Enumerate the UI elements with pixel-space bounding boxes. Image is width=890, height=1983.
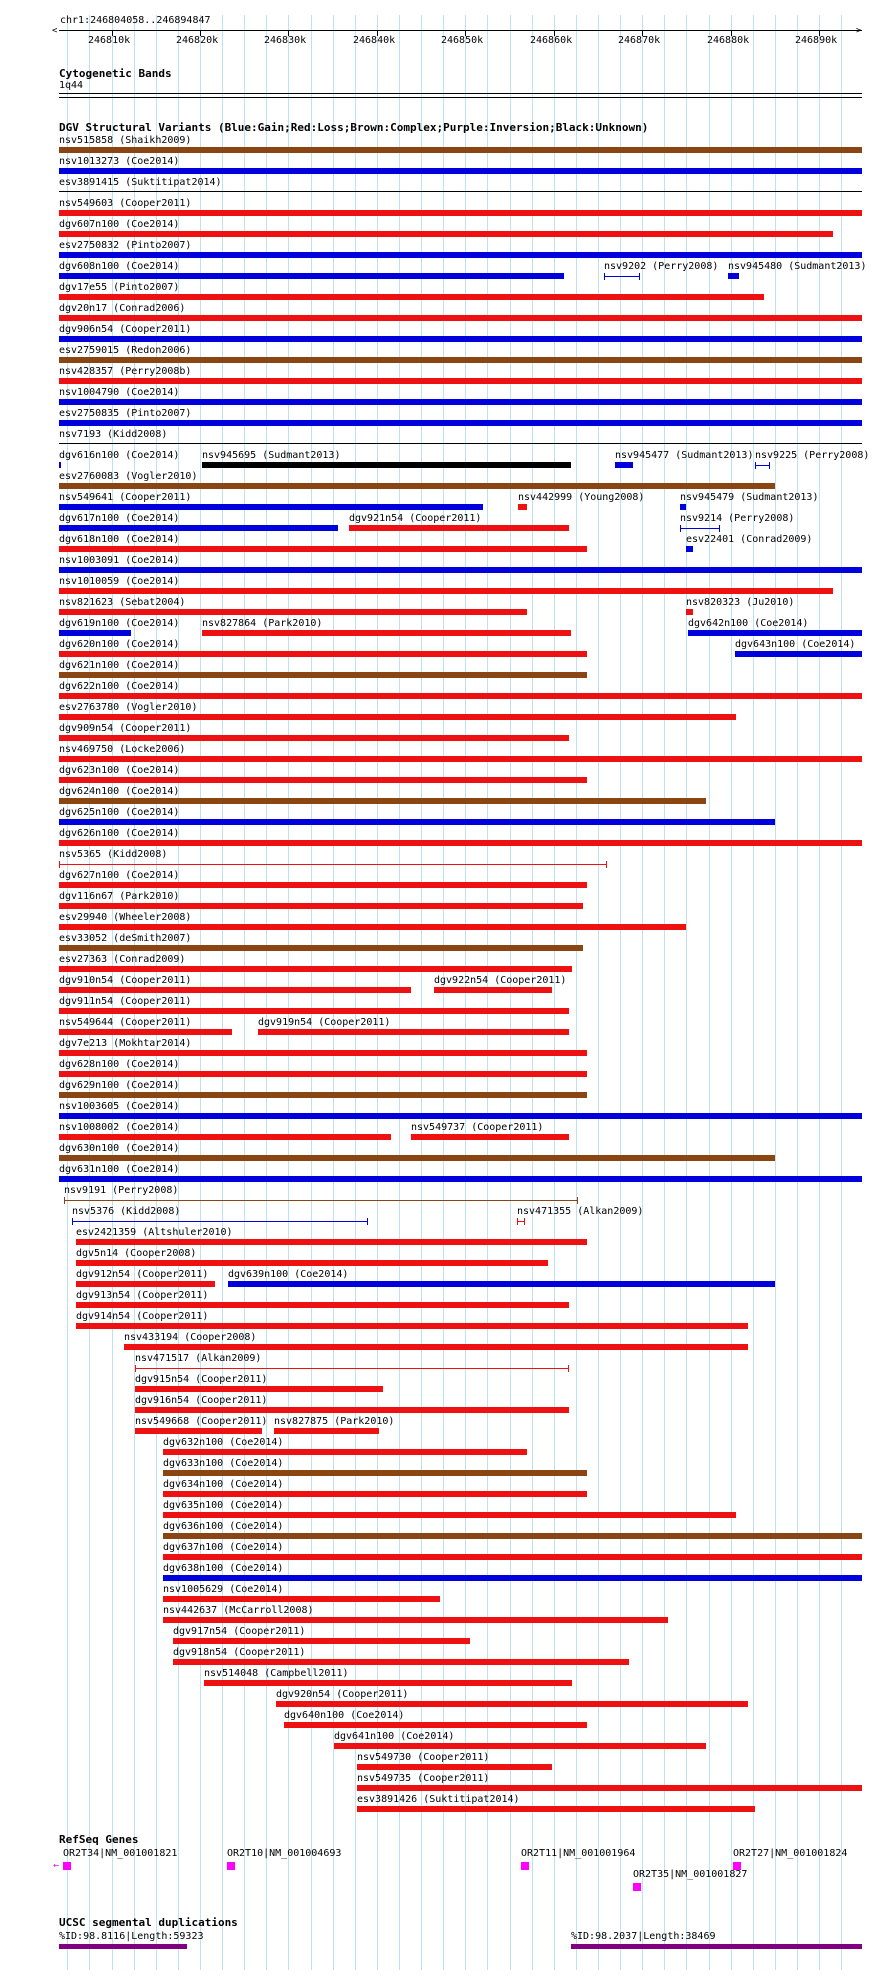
variant-bar[interactable] xyxy=(124,1344,748,1350)
variant-bar[interactable] xyxy=(434,987,552,993)
variant-interval-start xyxy=(680,525,681,532)
variant-bar[interactable] xyxy=(59,1113,862,1119)
ruler-arrow-right-icon: > xyxy=(856,26,862,36)
variant-interval[interactable] xyxy=(72,1221,368,1222)
variant-label[interactable]: esv2763780 (Vogler2010) xyxy=(59,702,198,713)
variant-bar[interactable] xyxy=(76,1260,548,1266)
grid-line xyxy=(664,15,665,1970)
segdup-label[interactable]: %ID:98.2037|Length:38469 xyxy=(571,1931,716,1942)
variant-label[interactable]: esv2421359 (Altshuler2010) xyxy=(76,1227,233,1238)
variant-bar[interactable] xyxy=(76,1323,748,1329)
variant-bar[interactable] xyxy=(59,756,862,762)
variant-label[interactable]: nsv945480 (Sudmant2013) xyxy=(728,261,867,272)
variant-label[interactable]: nsv5365 (Kidd2008) xyxy=(59,849,168,860)
variant-label[interactable]: dgv622n100 (Coe2014) xyxy=(59,681,180,692)
variant-label[interactable]: dgv621n100 (Coe2014) xyxy=(59,660,180,671)
variant-label[interactable]: dgv7e213 (Mokhtar2014) xyxy=(59,1038,192,1049)
variant-interval-end xyxy=(606,861,607,868)
variant-label[interactable]: dgv629n100 (Coe2014) xyxy=(59,1080,180,1091)
variant-bar[interactable] xyxy=(59,315,862,321)
variant-label[interactable]: nsv820323 (Ju2010) xyxy=(686,597,795,608)
variant-label[interactable]: dgv625n100 (Coe2014) xyxy=(59,807,180,818)
variant-label[interactable]: dgv914n54 (Cooper2011) xyxy=(76,1311,209,1322)
variant-label[interactable]: nsv549737 (Cooper2011) xyxy=(411,1122,544,1133)
variant-label[interactable]: nsv1003091 (Coe2014) xyxy=(59,555,180,566)
variant-label[interactable]: dgv635n100 (Coe2014) xyxy=(163,1500,284,1511)
grid-line xyxy=(709,15,710,1970)
ruler-arrow-left-icon: < xyxy=(52,26,58,36)
variant-label[interactable]: dgv916n54 (Cooper2011) xyxy=(135,1395,268,1406)
variant-label[interactable]: esv2760083 (Vogler2010) xyxy=(59,471,198,482)
variant-label[interactable]: nsv442999 (Young2008) xyxy=(518,492,645,503)
grid-line xyxy=(775,15,776,1970)
variant-interval-end xyxy=(568,1365,569,1372)
grid-line xyxy=(841,15,842,1970)
variant-line[interactable] xyxy=(59,191,862,192)
variant-interval-start xyxy=(517,1218,518,1225)
variant-bar[interactable] xyxy=(59,945,583,951)
variant-bar[interactable] xyxy=(76,1239,587,1245)
variant-label[interactable]: dgv628n100 (Coe2014) xyxy=(59,1059,180,1070)
variant-label[interactable]: dgv910n54 (Cooper2011) xyxy=(59,975,192,986)
variant-label[interactable]: nsv442637 (McCarroll2008) xyxy=(163,1605,314,1616)
variant-label[interactable]: nsv9225 (Perry2008) xyxy=(755,450,870,461)
variant-label[interactable]: dgv5n14 (Cooper2008) xyxy=(76,1248,197,1259)
variant-bar[interactable] xyxy=(59,273,564,279)
variant-label[interactable]: nsv945695 (Sudmant2013) xyxy=(202,450,341,461)
variant-label[interactable]: dgv921n54 (Cooper2011) xyxy=(349,513,482,524)
variant-bar[interactable] xyxy=(680,504,686,510)
variant-interval[interactable] xyxy=(680,528,720,529)
variant-bar[interactable] xyxy=(349,525,569,531)
variant-bar[interactable] xyxy=(202,462,571,468)
variant-label[interactable]: dgv920n54 (Cooper2011) xyxy=(276,1689,409,1700)
variant-label[interactable]: dgv912n54 (Cooper2011) xyxy=(76,1269,209,1280)
gene-label[interactable]: OR2T10|NM_001004693 xyxy=(227,1848,342,1859)
variant-bar[interactable] xyxy=(59,966,572,972)
variant-bar[interactable] xyxy=(59,1050,587,1056)
variant-bar[interactable] xyxy=(228,1281,775,1287)
variant-bar[interactable] xyxy=(59,1008,569,1014)
variant-bar[interactable] xyxy=(357,1785,862,1791)
variant-bar[interactable] xyxy=(59,504,483,510)
variant-bar[interactable] xyxy=(518,504,527,510)
variant-label[interactable]: dgv636n100 (Coe2014) xyxy=(163,1521,284,1532)
variant-bar[interactable] xyxy=(59,651,587,657)
variant-bar[interactable] xyxy=(59,336,862,342)
variant-bar[interactable] xyxy=(59,1134,391,1140)
variant-bar[interactable] xyxy=(735,651,862,657)
variant-line[interactable] xyxy=(59,443,862,444)
variant-bar[interactable] xyxy=(59,987,411,993)
segdup-bar[interactable] xyxy=(59,1944,187,1949)
variant-bar[interactable] xyxy=(163,1596,440,1602)
gene-label[interactable]: OR2T34|NM_001001821 xyxy=(63,1848,178,1859)
variant-interval-start xyxy=(64,1197,65,1204)
variant-label[interactable]: esv3891426 (Suktitipat2014) xyxy=(357,1794,520,1805)
variant-bar[interactable] xyxy=(173,1638,470,1644)
variant-bar[interactable] xyxy=(728,273,739,279)
variant-label[interactable]: nsv515858 (Shaikh2009) xyxy=(59,135,192,146)
cytoband-track-title[interactable]: Cytogenetic Bands xyxy=(59,67,172,80)
variant-bar[interactable] xyxy=(59,588,833,594)
variant-bar[interactable] xyxy=(59,378,862,384)
variant-bar[interactable] xyxy=(76,1302,569,1308)
ruler-tick-label: 246810k xyxy=(88,35,131,46)
variant-interval[interactable] xyxy=(135,1368,569,1369)
variant-bar[interactable] xyxy=(59,420,862,426)
variant-label[interactable]: nsv5376 (Kidd2008) xyxy=(72,1206,181,1217)
variant-label[interactable]: dgv618n100 (Coe2014) xyxy=(59,534,180,545)
variant-label[interactable]: nsv549735 (Cooper2011) xyxy=(357,1773,490,1784)
gene-feature[interactable] xyxy=(521,1862,529,1870)
variant-bar[interactable] xyxy=(59,1176,862,1182)
variant-bar[interactable] xyxy=(59,210,862,216)
cytoband-top-line xyxy=(59,93,862,94)
variant-bar[interactable] xyxy=(59,882,587,888)
variant-bar[interactable] xyxy=(163,1449,527,1455)
variant-bar[interactable] xyxy=(163,1491,587,1497)
variant-label[interactable]: dgv608n100 (Coe2014) xyxy=(59,261,180,272)
variant-label[interactable]: dgv911n54 (Cooper2011) xyxy=(59,996,192,1007)
variant-bar[interactable] xyxy=(59,483,775,489)
cytoband-label: 1q44 xyxy=(59,80,84,91)
variant-label[interactable]: dgv637n100 (Coe2014) xyxy=(163,1542,284,1553)
variant-bar[interactable] xyxy=(59,567,862,573)
ruler-tick-label: 246840k xyxy=(353,35,396,46)
variant-label[interactable]: nsv1004790 (Coe2014) xyxy=(59,387,180,398)
variant-label[interactable]: dgv639n100 (Coe2014) xyxy=(228,1269,349,1280)
variant-label[interactable]: nsv827864 (Park2010) xyxy=(202,618,323,629)
variant-label[interactable]: nsv9202 (Perry2008) xyxy=(604,261,719,272)
ruler-tick-label: 246870k xyxy=(618,35,661,46)
grid-line xyxy=(731,15,732,1970)
segdup-label[interactable]: %ID:98.8116|Length:59323 xyxy=(59,1931,204,1942)
grid-line xyxy=(686,15,687,1970)
variant-bar[interactable] xyxy=(163,1575,862,1581)
variant-label[interactable]: dgv922n54 (Cooper2011) xyxy=(434,975,567,986)
variant-label[interactable]: nsv1003605 (Coe2014) xyxy=(59,1101,180,1112)
ruler-tick-label: 246830k xyxy=(264,35,307,46)
variant-interval-end xyxy=(524,1218,525,1225)
variant-label[interactable]: nsv514048 (Campbell2011) xyxy=(204,1668,349,1679)
variant-label[interactable]: dgv638n100 (Coe2014) xyxy=(163,1563,284,1574)
variant-label[interactable]: dgv634n100 (Coe2014) xyxy=(163,1479,284,1490)
variant-label[interactable]: dgv626n100 (Coe2014) xyxy=(59,828,180,839)
gene-label[interactable]: OR2T27|NM_001001824 xyxy=(733,1848,848,1859)
grid-line xyxy=(421,15,422,1970)
variant-label[interactable]: nsv1005629 (Coe2014) xyxy=(163,1584,284,1595)
variant-bar[interactable] xyxy=(357,1806,755,1812)
variant-bar[interactable] xyxy=(59,903,583,909)
variant-bar[interactable] xyxy=(357,1764,552,1770)
position-label: chr1:246804058..246894847 xyxy=(60,15,211,26)
variant-interval-start xyxy=(72,1218,73,1225)
variant-bar[interactable] xyxy=(59,609,527,615)
dgv-track-title[interactable]: DGV Structural Variants (Blue:Gain;Red:Loss;Brown:Complex;Purple:Inversion;Black:Unknown) xyxy=(59,121,649,134)
variant-interval-end xyxy=(639,273,640,280)
variant-bar[interactable] xyxy=(163,1554,862,1560)
ruler-tick-label: 246850k xyxy=(441,35,484,46)
variant-bar[interactable] xyxy=(59,1092,587,1098)
variant-label[interactable]: nsv433194 (Cooper2008) xyxy=(124,1332,257,1343)
variant-label[interactable]: dgv623n100 (Coe2014) xyxy=(59,765,180,776)
variant-bar[interactable] xyxy=(59,546,587,552)
variant-label[interactable]: dgv631n100 (Coe2014) xyxy=(59,1164,180,1175)
ruler-tick-label: 246860k xyxy=(530,35,573,46)
variant-label[interactable]: nsv549668 (Cooper2011) xyxy=(135,1416,268,1427)
variant-label[interactable]: dgv630n100 (Coe2014) xyxy=(59,1143,180,1154)
variant-interval[interactable] xyxy=(604,276,640,277)
variant-label[interactable]: dgv617n100 (Coe2014) xyxy=(59,513,180,524)
variant-bar[interactable] xyxy=(59,672,587,678)
variant-label[interactable]: esv2750832 (Pinto2007) xyxy=(59,240,192,251)
variant-label[interactable]: dgv116n67 (Park2010) xyxy=(59,891,180,902)
variant-label[interactable]: dgv643n100 (Coe2014) xyxy=(735,639,856,650)
variant-label[interactable]: dgv616n100 (Coe2014) xyxy=(59,450,180,461)
variant-bar[interactable] xyxy=(411,1134,569,1140)
variant-label[interactable]: nsv1010059 (Coe2014) xyxy=(59,576,180,587)
variant-bar[interactable] xyxy=(615,462,633,468)
variant-bar[interactable] xyxy=(276,1701,748,1707)
gene-feature[interactable] xyxy=(63,1862,71,1870)
variant-label[interactable]: esv29940 (Wheeler2008) xyxy=(59,912,192,923)
segdup-track-title[interactable]: UCSC segmental duplications xyxy=(59,1916,238,1929)
variant-bar[interactable] xyxy=(59,819,775,825)
grid-line xyxy=(753,15,754,1970)
variant-label[interactable]: nsv469750 (Locke2006) xyxy=(59,744,186,755)
variant-bar[interactable] xyxy=(163,1617,668,1623)
variant-label[interactable]: nsv549641 (Cooper2011) xyxy=(59,492,192,503)
variant-bar[interactable] xyxy=(76,1281,215,1287)
variant-bar[interactable] xyxy=(59,714,736,720)
variant-bar[interactable] xyxy=(686,546,693,552)
variant-label[interactable]: nsv9191 (Perry2008) xyxy=(64,1185,179,1196)
variant-label[interactable]: esv2759015 (Redon2006) xyxy=(59,345,192,356)
variant-bar[interactable] xyxy=(59,798,706,804)
variant-bar[interactable] xyxy=(258,1029,569,1035)
variant-interval-end xyxy=(769,462,770,469)
variant-bar[interactable] xyxy=(334,1743,706,1749)
variant-bar[interactable] xyxy=(163,1470,587,1476)
variant-label[interactable]: nsv471517 (Alkan2009) xyxy=(135,1353,262,1364)
variant-label[interactable]: nsv7193 (Kidd2008) xyxy=(59,429,168,440)
ruler-tick-label: 246890k xyxy=(795,35,838,46)
variant-label[interactable]: esv27363 (Conrad2009) xyxy=(59,954,186,965)
variant-label[interactable]: dgv620n100 (Coe2014) xyxy=(59,639,180,650)
grid-line xyxy=(797,15,798,1970)
variant-label[interactable]: nsv428357 (Perry2008b) xyxy=(59,366,192,377)
variant-bar[interactable] xyxy=(59,924,686,930)
grid-line xyxy=(554,15,555,1970)
variant-label[interactable]: dgv641n100 (Coe2014) xyxy=(334,1731,455,1742)
variant-bar[interactable] xyxy=(59,693,862,699)
variant-bar[interactable] xyxy=(59,231,833,237)
variant-label[interactable]: dgv624n100 (Coe2014) xyxy=(59,786,180,797)
variant-bar[interactable] xyxy=(274,1428,379,1434)
variant-interval[interactable] xyxy=(755,465,770,466)
variant-label[interactable]: dgv913n54 (Cooper2011) xyxy=(76,1290,209,1301)
variant-label[interactable]: nsv549603 (Cooper2011) xyxy=(59,198,192,209)
variant-bar[interactable] xyxy=(59,630,131,636)
variant-bar[interactable] xyxy=(59,777,587,783)
variant-label[interactable]: dgv17e55 (Pinto2007) xyxy=(59,282,180,293)
variant-bar[interactable] xyxy=(59,147,862,153)
variant-label[interactable]: nsv9214 (Perry2008) xyxy=(680,513,795,524)
variant-label[interactable]: dgv619n100 (Coe2014) xyxy=(59,618,180,629)
gene-feature[interactable] xyxy=(633,1883,641,1891)
variant-label[interactable]: dgv906n54 (Cooper2011) xyxy=(59,324,192,335)
segdup-bar[interactable] xyxy=(571,1944,862,1949)
variant-label[interactable]: nsv471355 (Alkan2009) xyxy=(517,1206,644,1217)
variant-label[interactable]: dgv633n100 (Coe2014) xyxy=(163,1458,284,1469)
variant-label[interactable]: dgv640n100 (Coe2014) xyxy=(284,1710,405,1721)
variant-bar[interactable] xyxy=(688,630,862,636)
variant-bar[interactable] xyxy=(59,399,862,405)
variant-label[interactable]: nsv549730 (Cooper2011) xyxy=(357,1752,490,1763)
grid-line xyxy=(576,15,577,1970)
variant-bar[interactable] xyxy=(686,609,693,615)
grid-line xyxy=(620,15,621,1970)
variant-label[interactable]: esv22401 (Conrad2009) xyxy=(686,534,813,545)
variant-label[interactable]: dgv919n54 (Cooper2011) xyxy=(258,1017,391,1028)
variant-bar[interactable] xyxy=(204,1680,572,1686)
strand-arrow-icon: ← xyxy=(53,1860,60,1871)
variant-label[interactable]: nsv821623 (Sebat2004) xyxy=(59,597,186,608)
variant-label[interactable]: nsv945479 (Sudmant2013) xyxy=(680,492,819,503)
variant-label[interactable]: nsv827875 (Park2010) xyxy=(274,1416,395,1427)
variant-label[interactable]: esv33052 (deSmith2007) xyxy=(59,933,192,944)
gene-label[interactable]: OR2T11|NM_001001964 xyxy=(521,1848,636,1859)
variant-bar[interactable] xyxy=(135,1407,569,1413)
variant-bar[interactable] xyxy=(59,1029,232,1035)
variant-label[interactable]: nsv1013273 (Coe2014) xyxy=(59,156,180,167)
variant-label[interactable]: dgv915n54 (Cooper2011) xyxy=(135,1374,268,1385)
variant-interval-start xyxy=(755,462,756,469)
variant-bar[interactable] xyxy=(135,1428,262,1434)
refseq-track-title[interactable]: RefSeq Genes xyxy=(59,1833,139,1846)
variant-bar[interactable] xyxy=(59,252,862,258)
variant-label[interactable]: dgv909n54 (Cooper2011) xyxy=(59,723,192,734)
variant-bar[interactable] xyxy=(59,525,338,531)
variant-label[interactable]: dgv607n100 (Coe2014) xyxy=(59,219,180,230)
variant-label[interactable]: dgv20n17 (Conrad2006) xyxy=(59,303,186,314)
grid-line xyxy=(819,15,820,1970)
variant-bar[interactable] xyxy=(59,168,862,174)
variant-bar[interactable] xyxy=(59,1155,775,1161)
variant-label[interactable]: dgv918n54 (Cooper2011) xyxy=(173,1647,306,1658)
variant-label[interactable]: nsv549644 (Cooper2011) xyxy=(59,1017,192,1028)
variant-bar[interactable] xyxy=(59,357,862,363)
variant-label[interactable]: esv3891415 (Suktitipat2014) xyxy=(59,177,222,188)
variant-bar[interactable] xyxy=(59,294,764,300)
variant-interval-end xyxy=(719,525,720,532)
gene-label[interactable]: OR2T35|NM_001001827 xyxy=(633,1869,748,1880)
variant-label[interactable]: dgv627n100 (Coe2014) xyxy=(59,870,180,881)
cytoband-bottom-line xyxy=(59,97,862,98)
variant-interval-start xyxy=(59,861,60,868)
variant-label[interactable]: dgv917n54 (Cooper2011) xyxy=(173,1626,306,1637)
ruler-axis xyxy=(59,30,862,31)
variant-bar[interactable] xyxy=(59,1071,587,1077)
variant-bar[interactable] xyxy=(163,1533,862,1539)
variant-interval[interactable] xyxy=(64,1200,578,1201)
grid-line xyxy=(598,15,599,1970)
variant-interval-start xyxy=(135,1365,136,1372)
variant-label[interactable]: esv2750835 (Pinto2007) xyxy=(59,408,192,419)
variant-interval[interactable] xyxy=(59,864,607,865)
variant-bar[interactable] xyxy=(135,1386,383,1392)
variant-bar[interactable] xyxy=(202,630,571,636)
variant-interval-end xyxy=(367,1218,368,1225)
variant-interval-start xyxy=(604,273,605,280)
variant-label[interactable]: nsv1008002 (Coe2014) xyxy=(59,1122,180,1133)
variant-label[interactable]: nsv945477 (Sudmant2013) xyxy=(615,450,754,461)
variant-label[interactable]: dgv632n100 (Coe2014) xyxy=(163,1437,284,1448)
variant-interval-end xyxy=(577,1197,578,1204)
variant-bar[interactable] xyxy=(59,840,862,846)
variant-bar[interactable] xyxy=(284,1722,587,1728)
ruler-tick-label: 246820k xyxy=(176,35,219,46)
variant-label[interactable]: dgv642n100 (Coe2014) xyxy=(688,618,809,629)
grid-line xyxy=(642,15,643,1970)
variant-bar[interactable] xyxy=(59,735,569,741)
variant-bar[interactable] xyxy=(163,1512,736,1518)
variant-bar[interactable] xyxy=(173,1659,629,1665)
ruler-tick-label: 246880k xyxy=(707,35,750,46)
gene-feature[interactable] xyxy=(227,1862,235,1870)
variant-bar[interactable] xyxy=(59,462,61,468)
